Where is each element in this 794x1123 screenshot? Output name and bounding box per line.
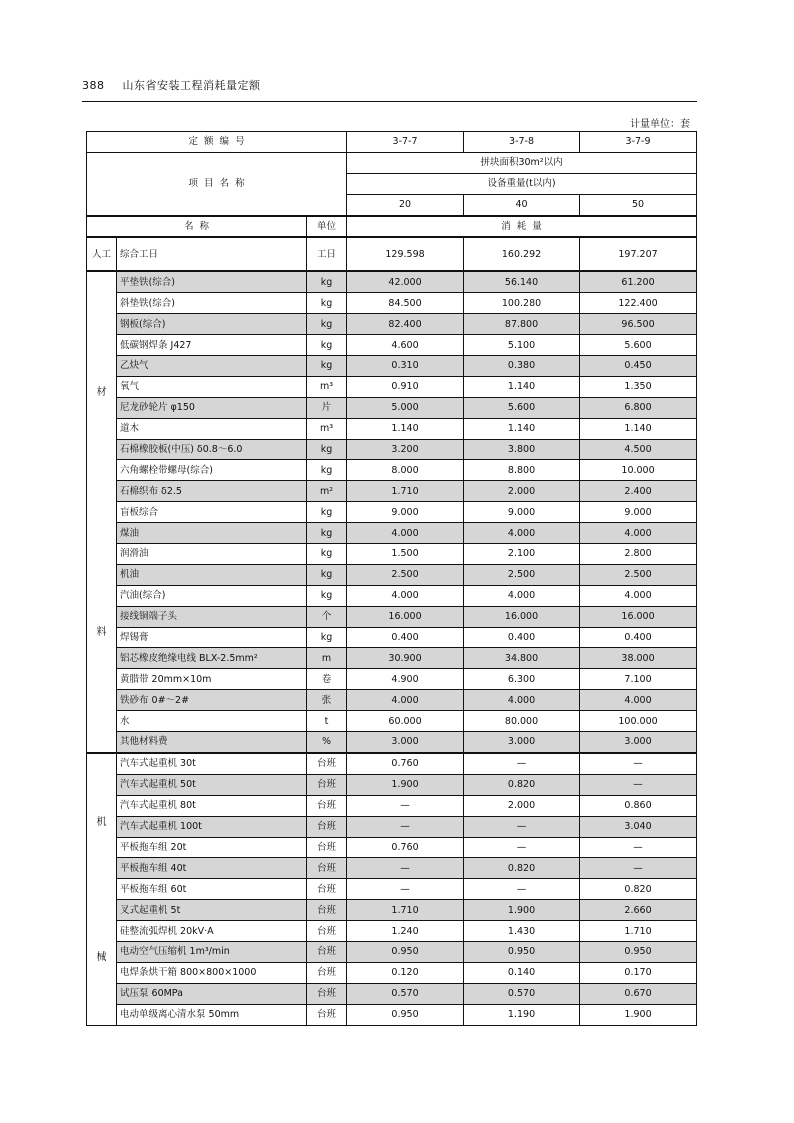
item-value: 0.760 (347, 753, 464, 774)
item-name: 润滑油 (117, 544, 307, 565)
quota-table (86, 131, 697, 1026)
item-value: 2.000 (464, 795, 580, 816)
item-name: 汽车式起重机 100t (117, 816, 307, 837)
item-name: 试压泵 60MPa (117, 983, 307, 1004)
item-unit: kg (307, 271, 347, 292)
item-value: 16.000 (347, 606, 464, 627)
item-name: 电焊条烘干箱 800×800×1000 (117, 962, 307, 983)
item-value: 0.820 (464, 858, 580, 879)
machinery-row (87, 879, 697, 900)
item-value: 1.240 (347, 921, 464, 942)
item-unit: kg (307, 314, 347, 335)
item-value: 9.000 (347, 502, 464, 523)
item-value: 0.380 (464, 356, 580, 377)
item-value: 3.040 (580, 816, 697, 837)
item-value: 1.900 (347, 774, 464, 795)
item-value: 0.820 (580, 879, 697, 900)
item-name: 水 (117, 711, 307, 732)
machinery-row (87, 900, 697, 921)
item-value: 10.000 (580, 460, 697, 481)
item-unit: kg (307, 627, 347, 648)
material-row (87, 669, 697, 690)
machinery-row (87, 962, 697, 983)
item-value: 9.000 (464, 502, 580, 523)
item-value: 3.200 (347, 439, 464, 460)
item-value: 4.500 (580, 439, 697, 460)
item-value: 122.400 (580, 293, 697, 314)
item-value: 1.710 (347, 481, 464, 502)
material-row (87, 335, 697, 356)
item-value: 0.170 (580, 962, 697, 983)
item-value: 96.500 (580, 314, 697, 335)
item-unit: 台班 (307, 1004, 347, 1025)
item-value: 2.500 (347, 564, 464, 585)
item-unit: m³ (307, 376, 347, 397)
machinery-row (87, 774, 697, 795)
machinery-category-char: 机 (96, 816, 107, 828)
item-value: 5.100 (464, 335, 580, 356)
item-unit: t (307, 711, 347, 732)
item-name: 电动单级离心清水泵 50mm (117, 1004, 307, 1025)
material-row (87, 648, 697, 669)
item-value: 4.000 (464, 585, 580, 606)
item-value: 6.800 (580, 397, 697, 418)
item-unit: 台班 (307, 753, 347, 774)
item-unit: 个 (307, 606, 347, 627)
item-unit: 台班 (307, 962, 347, 983)
item-value: 16.000 (580, 606, 697, 627)
item-unit: kg (307, 523, 347, 544)
item-value: 4.000 (580, 690, 697, 711)
item-name: 焊锡膏 (117, 627, 307, 648)
item-value: — (580, 858, 697, 879)
material-row (87, 711, 697, 732)
item-value: 0.950 (347, 1004, 464, 1025)
item-name: 石棉织布 δ2.5 (117, 481, 307, 502)
item-value: 1.140 (464, 376, 580, 397)
page-header (82, 77, 261, 93)
item-value: 100.000 (580, 711, 697, 732)
machinery-row (87, 941, 697, 962)
item-unit: 台班 (307, 941, 347, 962)
item-value: — (464, 879, 580, 900)
item-unit: 台班 (307, 900, 347, 921)
item-value: 1.350 (580, 376, 697, 397)
item-name: 铝芯橡皮绝缘电线 BLX-2.5mm² (117, 648, 307, 669)
material-row (87, 585, 697, 606)
item-value: 0.950 (347, 941, 464, 962)
item-value: 7.100 (580, 669, 697, 690)
item-value: 82.400 (347, 314, 464, 335)
item-name: 平板拖车组 60t (117, 879, 307, 900)
item-name: 其他材料费 (117, 732, 307, 753)
machinery-row (87, 795, 697, 816)
item-unit: 台班 (307, 983, 347, 1004)
item-name: 接线铜端子头 (117, 606, 307, 627)
item-name: 叉式起重机 5t (117, 900, 307, 921)
material-row (87, 397, 697, 418)
item-value: 2.400 (580, 481, 697, 502)
item-value: 2.500 (464, 564, 580, 585)
machinery-row (87, 858, 697, 879)
item-value: 4.600 (347, 335, 464, 356)
quota-code: 3-7-8 (464, 132, 580, 153)
item-unit: kg (307, 356, 347, 377)
labor-value: 197.207 (580, 237, 697, 271)
item-unit: 台班 (307, 774, 347, 795)
item-value: — (580, 837, 697, 858)
item-value: 1.190 (464, 1004, 580, 1025)
item-value: 9.000 (580, 502, 697, 523)
item-name: 钢板(综合) (117, 314, 307, 335)
item-value: 0.570 (347, 983, 464, 1004)
item-value: 4.000 (464, 690, 580, 711)
material-row (87, 690, 697, 711)
materials-category-char: 料 (96, 627, 107, 639)
item-unit: kg (307, 293, 347, 314)
item-value: 0.400 (464, 627, 580, 648)
material-row (87, 606, 697, 627)
item-unit: kg (307, 502, 347, 523)
labor-value: 129.598 (347, 237, 464, 271)
item-value: 3.000 (347, 732, 464, 753)
item-value: 0.820 (464, 774, 580, 795)
item-unit: 片 (307, 397, 347, 418)
item-name-label: 项 目 名 称 (87, 152, 347, 215)
weight-value: 50 (580, 194, 697, 215)
machinery-row (87, 753, 697, 774)
item-name: 尼龙砂轮片 φ150 (117, 397, 307, 418)
item-value: — (464, 816, 580, 837)
item-value: 1.710 (347, 900, 464, 921)
item-name: 低碳钢焊条 J427 (117, 335, 307, 356)
item-value: 4.000 (580, 523, 697, 544)
item-value: — (464, 753, 580, 774)
item-unit: kg (307, 335, 347, 356)
item-value: 100.280 (464, 293, 580, 314)
labor-value: 160.292 (464, 237, 580, 271)
item-name: 汽油(综合) (117, 585, 307, 606)
item-value: 16.000 (464, 606, 580, 627)
materials-category (87, 271, 117, 752)
item-value: 80.000 (464, 711, 580, 732)
item-value: 4.000 (347, 690, 464, 711)
item-value: 0.400 (347, 627, 464, 648)
spec-line-2: 设备重量(t以内) (347, 173, 697, 194)
item-name: 平板拖车组 40t (117, 858, 307, 879)
book-title: 山东省安装工程消耗量定额 (122, 79, 261, 92)
item-value: 2.800 (580, 544, 697, 565)
item-value: 1.900 (464, 900, 580, 921)
item-value: 3.000 (464, 732, 580, 753)
material-row (87, 564, 697, 585)
item-value: 1.500 (347, 544, 464, 565)
item-value: 3.800 (464, 439, 580, 460)
item-value: 3.000 (580, 732, 697, 753)
item-value: 0.400 (580, 627, 697, 648)
material-row (87, 732, 697, 753)
unit-column-header: 单位 (307, 216, 347, 238)
item-name: 道木 (117, 418, 307, 439)
item-name: 机油 (117, 564, 307, 585)
material-row (87, 627, 697, 648)
material-row (87, 356, 697, 377)
material-row (87, 502, 697, 523)
item-value: 1.140 (347, 418, 464, 439)
labor-category: 人工 (87, 237, 117, 271)
item-name: 平垫铁(综合) (117, 271, 307, 292)
item-name: 氧气 (117, 376, 307, 397)
item-value: 0.760 (347, 837, 464, 858)
item-unit: 台班 (307, 921, 347, 942)
labor-name: 综合工日 (117, 237, 307, 271)
item-value: 0.120 (347, 962, 464, 983)
material-row (87, 523, 697, 544)
item-unit: kg (307, 585, 347, 606)
quota-code: 3-7-9 (580, 132, 697, 153)
weight-value: 40 (464, 194, 580, 215)
item-unit: 台班 (307, 858, 347, 879)
item-value: — (464, 837, 580, 858)
item-value: 5.600 (464, 397, 580, 418)
machinery-row (87, 816, 697, 837)
consumption-header: 消 耗 量 (347, 216, 697, 238)
item-unit: 张 (307, 690, 347, 711)
item-unit: kg (307, 544, 347, 565)
material-row (87, 544, 697, 565)
item-value: 60.000 (347, 711, 464, 732)
item-unit: 台班 (307, 816, 347, 837)
item-unit: m (307, 648, 347, 669)
machinery-category (87, 753, 117, 1025)
material-row (87, 293, 697, 314)
item-value: 0.450 (580, 356, 697, 377)
item-value: — (347, 795, 464, 816)
item-value: 0.310 (347, 356, 464, 377)
item-unit: kg (307, 439, 347, 460)
item-value: 5.000 (347, 397, 464, 418)
item-value: — (580, 774, 697, 795)
item-unit: m³ (307, 418, 347, 439)
item-name: 汽车式起重机 30t (117, 753, 307, 774)
item-value: 4.000 (347, 523, 464, 544)
item-unit: 台班 (307, 879, 347, 900)
item-name: 盲板综合 (117, 502, 307, 523)
item-value: — (347, 816, 464, 837)
item-value: 1.710 (580, 921, 697, 942)
item-value: 6.300 (464, 669, 580, 690)
item-unit: 台班 (307, 837, 347, 858)
labor-unit: 工日 (307, 237, 347, 271)
material-row (87, 460, 697, 481)
materials-category-char: 材 (96, 387, 107, 399)
item-value: 2.500 (580, 564, 697, 585)
item-value: 1.140 (464, 418, 580, 439)
weight-value: 20 (347, 194, 464, 215)
item-name: 煤油 (117, 523, 307, 544)
item-value: 1.430 (464, 921, 580, 942)
item-value: — (580, 753, 697, 774)
item-value: 0.950 (464, 941, 580, 962)
item-unit: % (307, 732, 347, 753)
item-value: 8.800 (464, 460, 580, 481)
item-value: 38.000 (580, 648, 697, 669)
material-row (87, 439, 697, 460)
item-name: 石棉橡胶板(中压) δ0.8～6.0 (117, 439, 307, 460)
item-value: 0.950 (580, 941, 697, 962)
item-name: 斜垫铁(综合) (117, 293, 307, 314)
item-name: 平板拖车组 20t (117, 837, 307, 858)
material-row (87, 271, 697, 292)
item-value: 0.570 (464, 983, 580, 1004)
item-value: 0.910 (347, 376, 464, 397)
item-name: 电动空气压缩机 1m³/min (117, 941, 307, 962)
machinery-row (87, 1004, 697, 1025)
material-row (87, 481, 697, 502)
item-value: 4.000 (580, 585, 697, 606)
item-value: 34.800 (464, 648, 580, 669)
item-value: 4.000 (347, 585, 464, 606)
item-value: — (347, 858, 464, 879)
item-value: 0.860 (580, 795, 697, 816)
item-name: 乙炔气 (117, 356, 307, 377)
machinery-row (87, 983, 697, 1004)
item-value: 8.000 (347, 460, 464, 481)
item-value: 4.900 (347, 669, 464, 690)
item-value: 0.140 (464, 962, 580, 983)
item-unit: kg (307, 460, 347, 481)
machinery-category-char: 械 (96, 951, 107, 963)
item-name: 六角螺栓带螺母(综合) (117, 460, 307, 481)
item-value: 1.140 (580, 418, 697, 439)
item-value: 2.660 (580, 900, 697, 921)
item-value: 61.200 (580, 271, 697, 292)
header-rule (82, 101, 697, 102)
quota-code: 3-7-7 (347, 132, 464, 153)
material-row (87, 314, 697, 335)
item-value: — (347, 879, 464, 900)
item-value: 1.900 (580, 1004, 697, 1025)
machinery-row (87, 837, 697, 858)
item-unit: 台班 (307, 795, 347, 816)
item-name: 铁砂布 0#～2# (117, 690, 307, 711)
item-name: 黄腊带 20mm×10m (117, 669, 307, 690)
item-name: 汽车式起重机 50t (117, 774, 307, 795)
item-value: 30.900 (347, 648, 464, 669)
item-unit: 卷 (307, 669, 347, 690)
item-value: 2.100 (464, 544, 580, 565)
item-value: 4.000 (464, 523, 580, 544)
item-value: 84.500 (347, 293, 464, 314)
item-value: 5.600 (580, 335, 697, 356)
item-name: 硅整流弧焊机 20kV·A (117, 921, 307, 942)
quota-label: 定 额 编 号 (87, 132, 347, 153)
item-name: 汽车式起重机 80t (117, 795, 307, 816)
item-value: 87.800 (464, 314, 580, 335)
page-number: 388 (82, 79, 105, 92)
machinery-row (87, 921, 697, 942)
item-unit: m² (307, 481, 347, 502)
item-value: 56.140 (464, 271, 580, 292)
name-column-header: 名 称 (87, 216, 307, 238)
item-value: 42.000 (347, 271, 464, 292)
material-row (87, 376, 697, 397)
item-value: 0.670 (580, 983, 697, 1004)
material-row (87, 418, 697, 439)
unit-note: 计量单位：套 (630, 119, 690, 130)
item-unit: kg (307, 564, 347, 585)
item-value: 2.000 (464, 481, 580, 502)
spec-line-1: 拼块面积30m²以内 (347, 152, 697, 173)
